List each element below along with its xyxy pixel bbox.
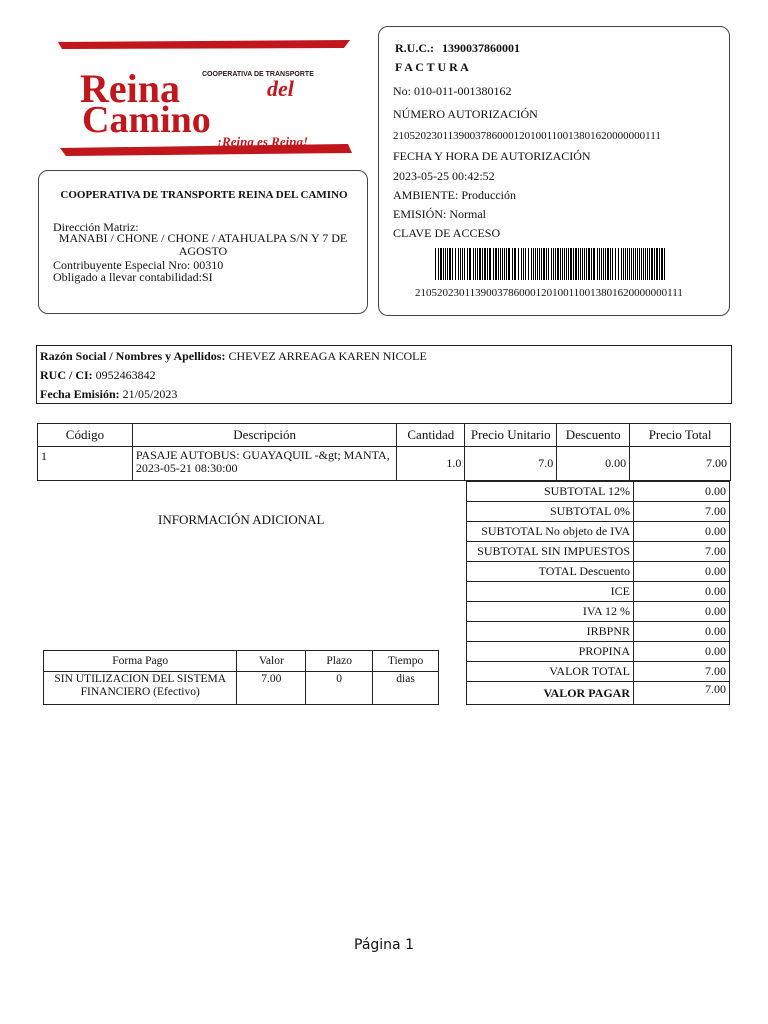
payment-header-row [44,651,439,672]
barcode-bar [639,248,640,280]
barcode-bar [633,248,634,280]
issuer-info-box [38,170,368,314]
client-name-label: Razón Social / Nombres y Apellidos: [40,349,226,363]
barcode-bar [487,248,488,280]
barcode-bar [533,248,534,280]
barcode-bar [469,248,471,280]
company-logo [52,36,352,160]
payment-header-time: Tiempo [373,651,439,672]
emission-date-row [40,387,177,402]
emission-date-label: Fecha Emisión: [40,387,120,401]
totals-row-pay [467,682,730,705]
client-info-box [36,345,732,404]
barcode-bar [566,248,567,280]
barcode-bar [452,248,453,280]
barcode-bar [562,248,563,280]
totals-value: 7.00 [634,662,730,682]
barcode-bar [582,248,583,280]
payment-term: 0 [306,672,373,705]
barcode-bar [573,248,574,280]
amount-to-pay-value: 7.00 [634,682,730,705]
barcode-bar [578,248,579,280]
barcode-bar [493,248,494,280]
cell-description: PASAJE AUTOBUS: GUAYAQUIL -&gt; MANTA, 2023-05-21 08:30:00 [132,447,397,481]
barcode-bar [535,248,536,280]
client-id-row [40,368,156,383]
barcode-bar [512,248,513,280]
additional-info-title: INFORMACIÓN ADICIONAL [158,512,325,527]
barcode-bar [664,248,665,280]
totals-label: IVA 12 % [467,602,634,622]
invoice-number: No: 010-011-001380162 [393,84,512,98]
barcode-bar [440,248,442,280]
cell-code: 1 [38,447,133,481]
barcode-bar [599,248,600,280]
totals-value: 0.00 [634,522,730,542]
document-type: F A C T U R A [395,60,469,74]
auth-number: 2105202301139003786000120100110013801620000000111 [393,130,661,142]
totals-label: PROPINA [467,642,634,662]
logo-word-camino: Camino [82,99,211,141]
barcode-bar [575,248,577,280]
barcode-bar [631,248,632,280]
barcode-bar [508,248,510,280]
header-unit-price: Precio Unitario [465,424,557,447]
barcode-bar [656,248,658,280]
barcode-bar [580,248,581,280]
barcode-bar [643,248,644,280]
barcode-bar [548,248,549,280]
authorization-box [378,26,730,316]
barcode-bar [435,248,436,280]
payment-header-value: Valor [237,651,306,672]
barcode-bar [659,248,660,280]
table-row [44,672,439,705]
barcode-bar [635,248,636,280]
access-key-label: CLAVE DE ACCESO [393,226,501,240]
totals-value: 0.00 [634,602,730,622]
totals-row [467,562,730,582]
ruc-value: 1390037860001 [442,41,520,55]
totals-row [467,662,730,682]
barcode-bar [553,248,554,280]
barcode-bar [479,248,481,280]
barcode-bar [449,248,451,280]
payment-header-term: Plazo [306,651,373,672]
totals-table [466,481,730,705]
special-taxpayer: Contribuyente Especial Nro: 00310 [53,258,224,272]
barcode-bar [612,248,613,280]
barcode-bar [597,248,598,280]
barcode-bar [455,248,456,280]
barcode-bar [464,248,465,280]
table-row [38,447,731,481]
totals-row [467,542,730,562]
auth-date: 2023-05-25 00:42:52 [393,169,495,183]
cell-quantity: 1.0 [397,447,465,481]
barcode-bar [560,248,561,280]
barcode-bar [543,248,545,280]
barcode-bar [498,248,499,280]
barcode-bar [610,248,611,280]
totals-value: 0.00 [634,482,730,502]
totals-label: IRBPNR [467,622,634,642]
emission-date-value: 21/05/2023 [122,387,178,401]
address-label: Dirección Matriz: [53,220,139,234]
totals-label: SUBTOTAL 0% [467,502,634,522]
barcode-bar [551,248,552,280]
barcode-bar [615,248,616,280]
totals-value: 0.00 [634,642,730,662]
page-number: Página 1 [354,937,414,953]
payment-method: SIN UTILIZACION DEL SISTEMA FINANCIERO (Efectivo) [44,672,237,705]
barcode-bar [645,248,646,280]
totals-value: 7.00 [634,502,730,522]
totals-value: 0.00 [634,582,730,602]
barcode-bar [627,248,628,280]
payment-table [43,650,439,705]
barcode-bar [531,248,532,280]
barcode-bar [482,248,483,280]
address-value: MANABI / CHONE / CHONE / ATAHUALPA S/N Y 7 DE AGOSTO [58,231,348,258]
barcode-bar [523,248,524,280]
barcode-bar [661,248,663,280]
totals-row [467,502,730,522]
cell-unit-price: 7.0 [465,447,557,481]
barcode-bar [570,248,572,280]
barcode-bar [473,248,474,280]
barcode-bar [605,248,606,280]
barcode-bar [651,248,653,280]
details-header-row [38,424,731,447]
barcode-bar [502,248,503,280]
barcode-bar [593,248,595,280]
barcode-bar [500,248,501,280]
totals-row [467,522,730,542]
barcode-bar [443,248,444,280]
emission: EMISIÓN: Normal [393,207,486,221]
client-name-value: CHEVEZ ARREAGA KAREN NICOLE [228,349,427,363]
barcode-bar [445,248,446,280]
details-table [37,423,731,481]
cell-discount: 0.00 [557,447,630,481]
issuer-name: COOPERATIVA DE TRANSPORTE REINA DEL CAMINO [60,189,348,201]
client-id-value: 0952463842 [95,368,156,382]
barcode-bar [514,248,516,280]
totals-value: 0.00 [634,562,730,582]
barcode-bar [618,248,619,280]
barcode-bar [603,248,604,280]
barcode-bar [621,248,622,280]
barcode-bar [568,248,569,280]
barcode-bar [484,248,486,280]
barcode-bar [475,248,476,280]
barcode-bar [467,248,468,280]
barcode-bar [555,248,556,280]
barcode-bar [649,248,650,280]
barcode-bar [637,248,638,280]
barcode-bar [528,248,529,280]
totals-value: 0.00 [634,622,730,642]
barcode-bar [541,248,542,280]
barcode-bar [477,248,478,280]
totals-row [467,582,730,602]
barcode-bar [586,248,587,280]
totals-row [467,482,730,502]
logo-small-text: COOPERATIVA DE TRANSPORTE [202,71,314,78]
barcode-bar [623,248,624,280]
barcode-bar [506,248,507,280]
barcode-bar [521,248,522,280]
barcode-bar [591,248,592,280]
payment-time: dias [373,672,439,705]
logo-word-reina: Reina [80,66,180,111]
barcode-bar [625,248,626,280]
totals-label: SUBTOTAL 12% [467,482,634,502]
barcode-bar [647,248,648,280]
barcode-bar [564,248,565,280]
barcode-bar [607,248,609,280]
barcode-bar [641,248,642,280]
amount-to-pay-label: VALOR PAGAR [467,682,634,705]
totals-label: TOTAL Descuento [467,562,634,582]
barcode-bar [539,248,540,280]
barcode-bar [601,248,602,280]
header-total: Precio Total [630,424,731,447]
header-quantity: Cantidad [397,424,465,447]
totals-value: 7.00 [634,542,730,562]
barcode-bar [546,248,547,280]
totals-row [467,622,730,642]
payment-header-method: Forma Pago [44,651,237,672]
totals-row [467,602,730,622]
logo-word-del: del [267,76,294,101]
barcode-bar [495,248,497,280]
totals-row [467,642,730,662]
barcode-bar [462,248,463,280]
barcode-bar [588,248,590,280]
header-description: Descripción [132,424,397,447]
logo-slogan: ¡Reina es Reina! [217,134,309,149]
barcode-bar [518,248,519,280]
barcode-bar [654,248,655,280]
payment-value: 7.00 [237,672,306,705]
auth-number-label: NÚMERO AUTORIZACIÓN [393,107,538,121]
header-discount: Descuento [557,424,630,447]
environment: AMBIENTE: Producción [393,188,516,202]
barcode [435,248,675,285]
barcode-bar [629,248,630,280]
auth-date-label: FECHA Y HORA DE AUTORIZACIÓN [393,149,591,163]
totals-label: SUBTOTAL SIN IMPUESTOS [467,542,634,562]
totals-label: SUBTOTAL No objeto de IVA [467,522,634,542]
ruc-label: R.U.C.: [395,41,434,55]
client-id-label: RUC / CI: [40,368,93,382]
client-name-row [40,349,427,364]
barcode-bar [460,248,461,280]
barcode-bar [537,248,538,280]
barcode-bar [489,248,491,280]
barcode-bar [504,248,505,280]
barcode-bar [438,248,439,280]
barcode-bar [458,248,459,280]
access-key: 2105202301139003786000120100110013801620000000111 [415,287,683,299]
cell-total: 7.00 [630,447,731,481]
barcode-bar [525,248,526,280]
totals-label: ICE [467,582,634,602]
accounting-obligation: Obligado a llevar contabilidad:SI [53,270,213,284]
totals-label: VALOR TOTAL [467,662,634,682]
barcode-bar [557,248,559,280]
header-code: Código [38,424,133,447]
barcode-bar [584,248,585,280]
barcode-bar [447,248,448,280]
